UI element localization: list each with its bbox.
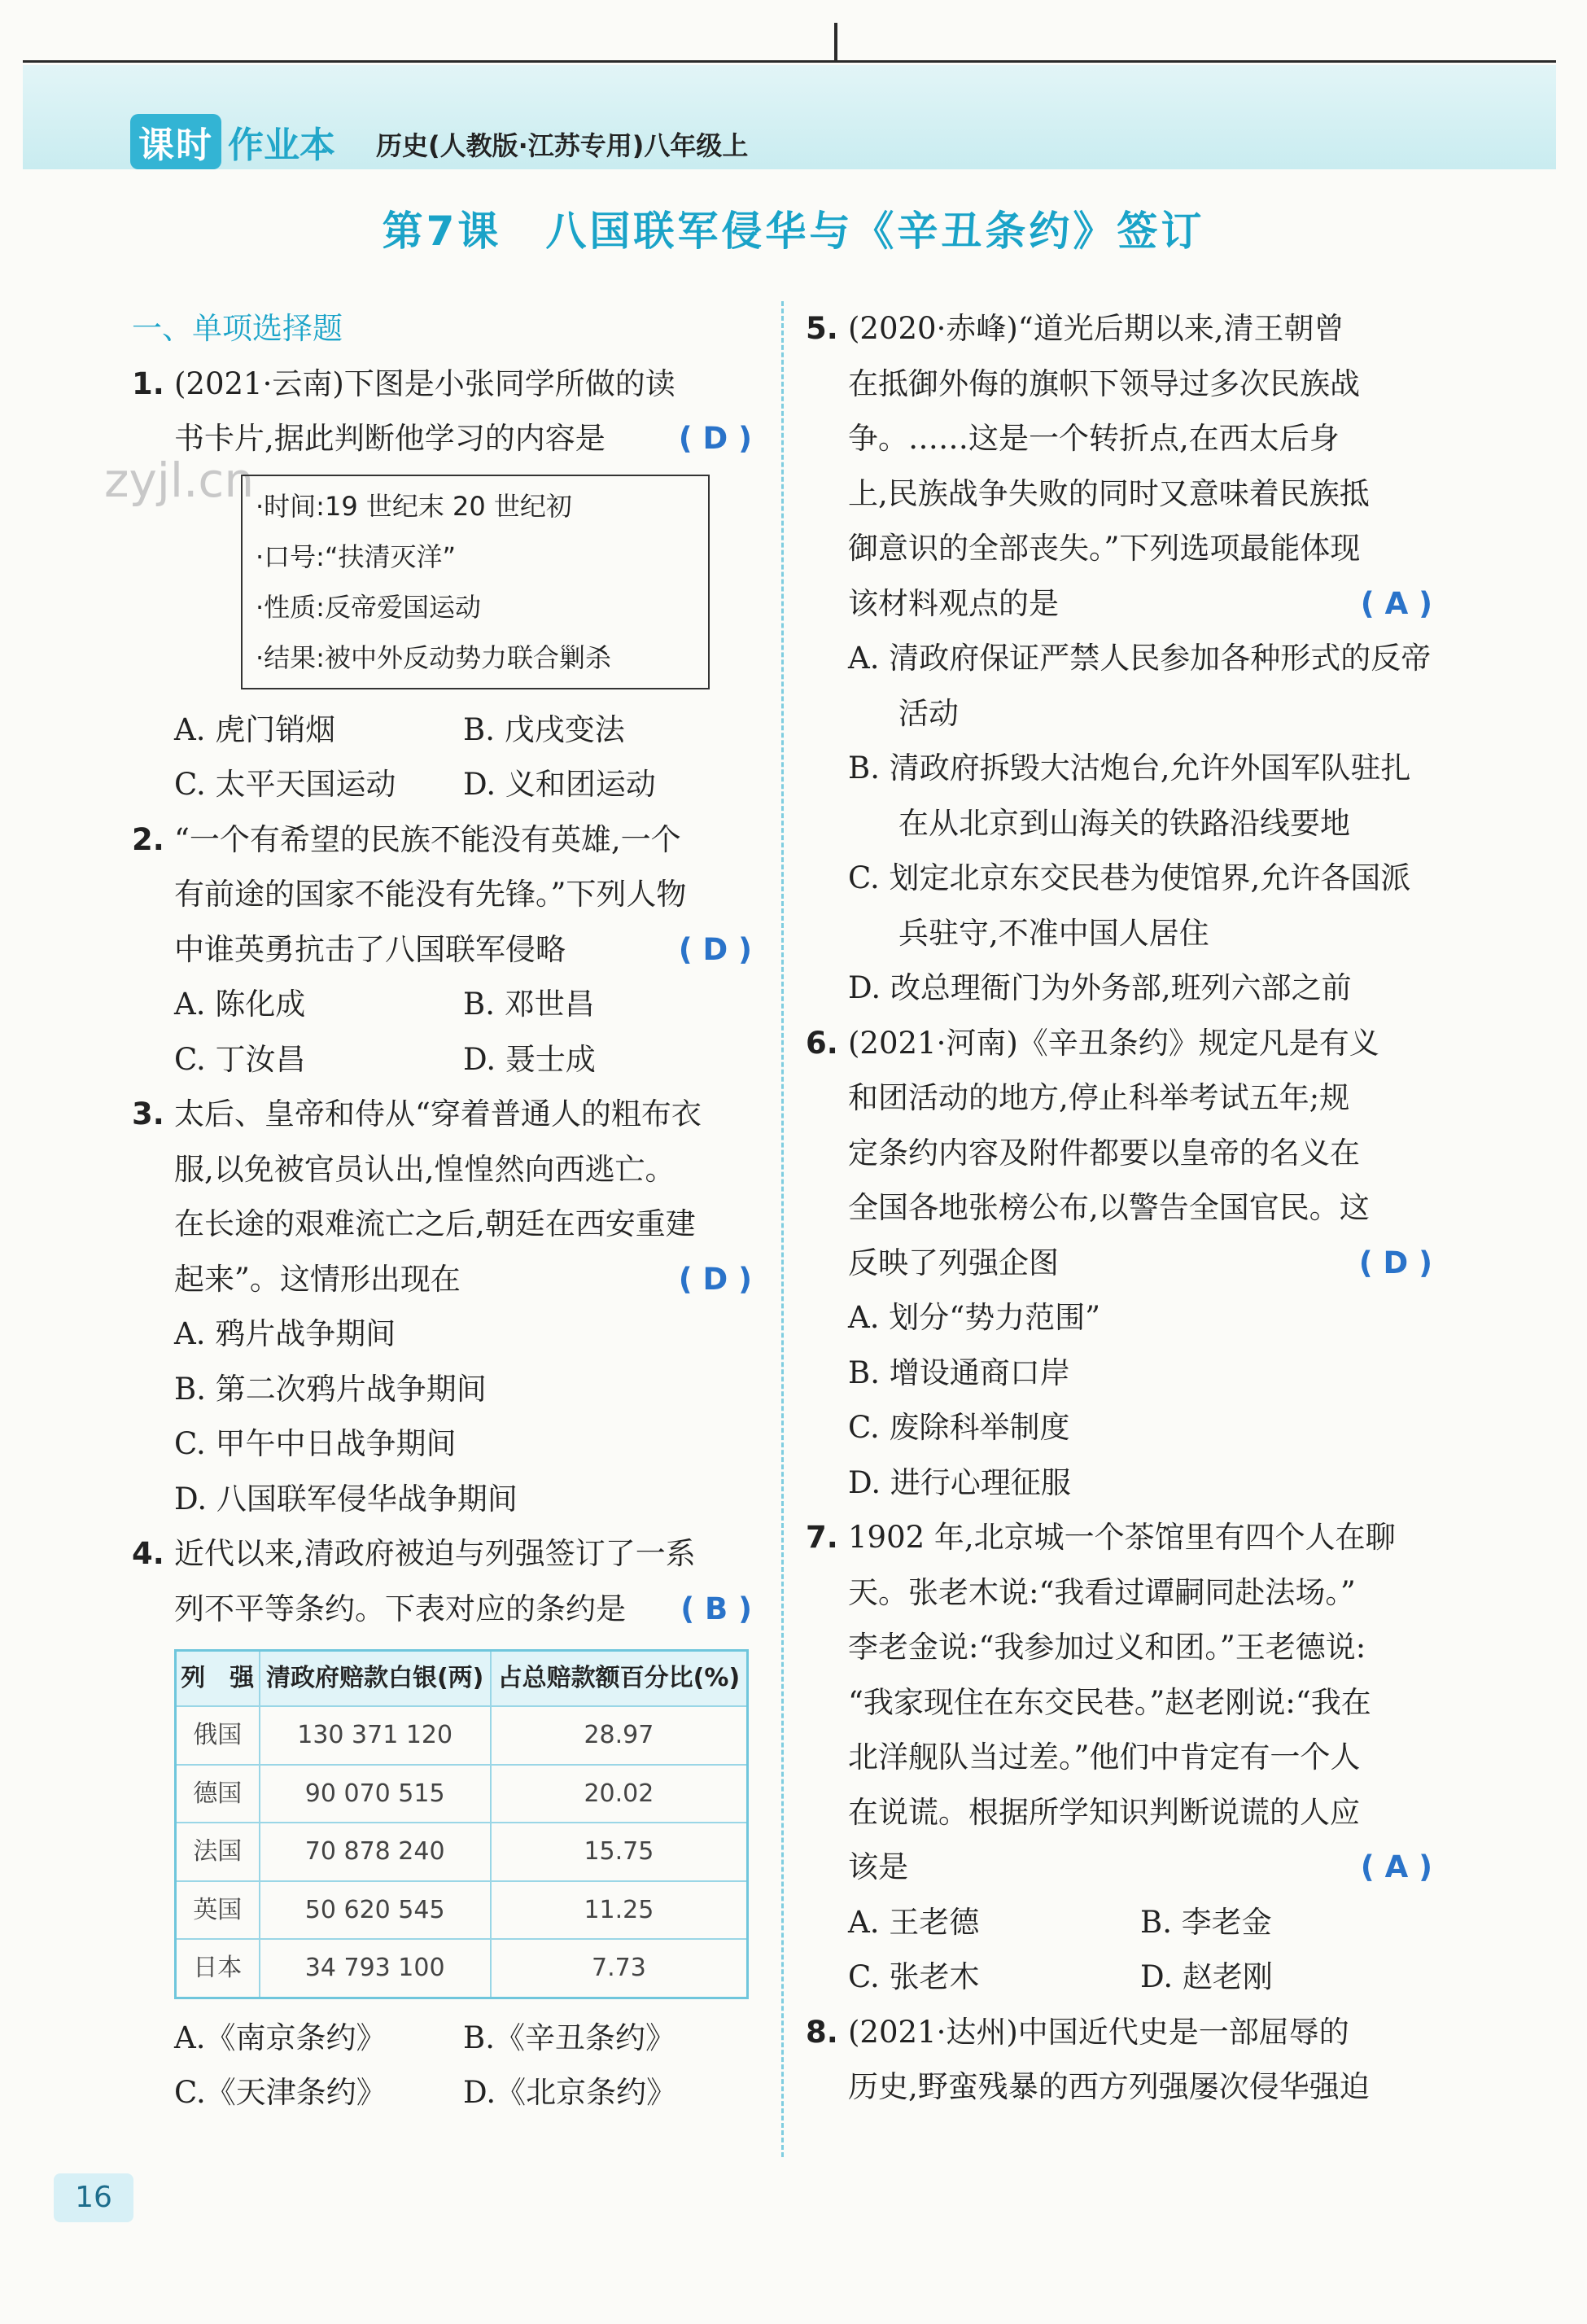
question-line: 全国各地张榜公布,以警告全国官民。这: [848, 1190, 1370, 1225]
option-row: [174, 2065, 752, 2120]
option-c[interactable]: C. 划定北京东交民巷为使馆界,允许各国派兵驻守,不准中国人居住: [848, 860, 1411, 951]
question-number: 6.: [806, 1025, 838, 1061]
table-cell: 11.25: [491, 1881, 748, 1940]
table-cell: 130 371 120: [260, 1706, 491, 1765]
question-line: 有前途的国家不能没有先锋。”下列人物: [174, 877, 687, 912]
table-cell: 7.73: [491, 1939, 748, 1998]
question-line: 服,以免被官员认出,惶惶然向西逃亡。: [174, 1151, 675, 1187]
option-d[interactable]: D. 进行心理征服: [848, 1464, 1071, 1500]
question-answer-line: [174, 1582, 752, 1637]
option-row: [174, 757, 752, 812]
question-line: (2021·云南)下图是小张同学所做的读: [174, 365, 675, 401]
option-row: [174, 977, 752, 1032]
option-c[interactable]: C. 张老木: [848, 1959, 980, 1994]
table-row: [176, 1706, 748, 1765]
question-4: [132, 1526, 752, 2120]
option-c[interactable]: C. 废除科举制度: [848, 1410, 1070, 1445]
question-line: “一个有希望的民族不能没有英雄,一个: [174, 821, 681, 857]
option-b[interactable]: B. 邓世昌: [463, 987, 595, 1022]
watermark: zyjl.cn: [104, 453, 255, 508]
question-line: 定条约内容及附件都要以皇帝的名义在: [848, 1135, 1360, 1171]
option-d[interactable]: D. 赵老刚: [1140, 1959, 1273, 1994]
question-7: [806, 1510, 1432, 2005]
option-c[interactable]: C.《天津条约》: [174, 2075, 387, 2110]
card-line: ·口号:“扶清灭洋”: [256, 541, 457, 572]
question-line: 反映了列强企图: [848, 1245, 1059, 1280]
lesson-title: 第7课 八国联军侵华与《辛丑条约》签订: [382, 208, 1205, 255]
table-cell: 俄国: [176, 1706, 260, 1765]
table-cell: 28.97: [491, 1706, 748, 1765]
question-answer-line: [174, 411, 752, 466]
option-d[interactable]: D. 聂士成: [463, 1041, 596, 1077]
question-answer-line: [174, 922, 752, 978]
question-8: [806, 2005, 1432, 2115]
question-line: 列不平等条约。下表对应的条约是: [174, 1591, 626, 1626]
option-b[interactable]: B. 李老金: [1140, 1904, 1272, 1940]
question-line: 1902 年,北京城一个茶馆里有四个人在聊: [848, 1520, 1396, 1555]
answer-mark: ( D ): [678, 1261, 752, 1297]
option-row: [848, 1950, 1432, 2005]
column-header: 列 强: [176, 1651, 260, 1707]
left-column: [132, 301, 752, 2120]
option-c[interactable]: C. 甲午中日战争期间: [174, 1426, 457, 1461]
table-cell: 50 620 545: [260, 1881, 491, 1940]
indemnity-table: [174, 1649, 749, 1999]
question-answer-line: [848, 1840, 1432, 1895]
table-row: [176, 1823, 748, 1881]
answer-mark: ( A ): [1360, 585, 1432, 621]
page-number: 16: [54, 2173, 133, 2222]
question-number: 1.: [132, 365, 164, 401]
option-row: [174, 702, 752, 758]
option-d[interactable]: D. 改总理衙门为外务部,班列六部之前: [848, 970, 1352, 1005]
option-b[interactable]: B. 清政府拆毁大沽炮台,允许外国军队驻扎在从北京到山海关的铁路沿线要地: [848, 751, 1411, 841]
question-number: 5.: [806, 311, 838, 346]
question-number: 4.: [132, 1536, 164, 1571]
question-number: 7.: [806, 1520, 838, 1555]
column-divider: [781, 301, 784, 2157]
question-line: “我家现住在东交民巷。”赵老刚说:“我在: [848, 1684, 1371, 1720]
question-line: 历史,野蛮残暴的西方列强屡次侵华强迫: [848, 2069, 1370, 2104]
question-number: 3.: [132, 1096, 164, 1131]
option-b[interactable]: B. 第二次鸦片战争期间: [174, 1371, 487, 1407]
table-cell: 20.02: [491, 1765, 748, 1823]
card-line: ·性质:反帝爱国运动: [256, 591, 481, 623]
question-line: 近代以来,清政府被迫与列强签订了一系: [174, 1536, 696, 1571]
logo-text: 作业本: [228, 125, 335, 166]
option-a[interactable]: A. 虎门销烟: [174, 711, 336, 747]
question-line: (2020·赤峰)“道光后期以来,清王朝曾: [848, 311, 1344, 346]
question-line: 太后、皇帝和侍从“穿着普通人的粗布衣: [174, 1096, 702, 1131]
question-line: 书卡片,据此判断他学习的内容是: [174, 421, 606, 456]
option-a[interactable]: A. 陈化成: [174, 987, 306, 1022]
option-a[interactable]: A. 划分“势力范围”: [848, 1300, 1101, 1335]
right-column: [806, 301, 1432, 2115]
question-6: [806, 1016, 1432, 1511]
table-header-row: [176, 1651, 748, 1707]
question-number: 2.: [132, 821, 164, 857]
option-d[interactable]: D. 义和团运动: [463, 767, 656, 802]
reading-card: [241, 475, 710, 689]
section-title: 一、单项选择题: [132, 311, 343, 346]
question-line: 天。张老木说:“我看过谭嗣同赴法场。”: [848, 1574, 1356, 1610]
question-line: 在说谎。根据所学知识判断说谎的人应: [848, 1794, 1360, 1830]
question-answer-line: [848, 1236, 1432, 1291]
question-line: 和团活动的地方,停止科举考试五年;规: [848, 1080, 1350, 1115]
question-line: 争。……这是一个转折点,在西太后身: [848, 421, 1340, 456]
question-line: 李老金说:“我参加过义和团。”王老德说:: [848, 1630, 1366, 1665]
table-cell: 德国: [176, 1765, 260, 1823]
question-line: (2021·达州)中国近代史是一部屈辱的: [848, 2014, 1349, 2050]
question-line: 在抵御外侮的旗帜下领导过多次民族战: [848, 365, 1360, 401]
option-b[interactable]: B.《辛丑条约》: [463, 2020, 675, 2055]
answer-mark: ( A ): [1360, 1849, 1432, 1884]
question-number: 8.: [806, 2014, 838, 2050]
answer-mark: ( D ): [678, 931, 752, 967]
option-c[interactable]: C. 太平天国运动: [174, 767, 396, 802]
column-header: 清政府赔款白银(两): [260, 1651, 491, 1707]
question-answer-line: [174, 1252, 752, 1307]
table-cell: 34 793 100: [260, 1939, 491, 1998]
option-d[interactable]: D.《北京条约》: [463, 2075, 677, 2110]
option-a[interactable]: A. 鸦片战争期间: [174, 1316, 396, 1351]
table-cell: 90 070 515: [260, 1765, 491, 1823]
question-line: 该材料观点的是: [848, 585, 1059, 621]
top-rule: [23, 60, 1556, 63]
table-row: [176, 1939, 748, 1998]
option-d[interactable]: D. 八国联军侵华战争期间: [174, 1481, 518, 1517]
table-cell: 英国: [176, 1881, 260, 1940]
option-b[interactable]: B. 戊戌变法: [463, 711, 625, 747]
option-c[interactable]: C. 丁汝昌: [174, 1041, 306, 1077]
option-a[interactable]: A.《南京条约》: [174, 2020, 387, 2055]
question-line: 北洋舰队当过差。”他们中肯定有一个人: [848, 1740, 1361, 1775]
question-2: [132, 812, 752, 1088]
table-row: [176, 1881, 748, 1940]
option-row: [174, 2011, 752, 2066]
question-1: [132, 357, 752, 812]
question-line: (2021·河南)《辛丑条约》规定凡是有义: [848, 1025, 1379, 1061]
table-cell: 日本: [176, 1939, 260, 1998]
table-row: [176, 1765, 748, 1823]
option-row: [848, 1895, 1432, 1950]
table-cell: 15.75: [491, 1823, 748, 1881]
answer-mark: ( B ): [680, 1591, 752, 1626]
card-line: ·时间:19 世纪末 20 世纪初: [256, 490, 572, 522]
question-5: [806, 301, 1432, 1016]
book-logo: [130, 114, 335, 169]
column-header: 占总赔款额百分比(%): [491, 1651, 748, 1707]
question-line: 在长途的艰难流亡之后,朝廷在西安重建: [174, 1206, 696, 1241]
question-3: [132, 1087, 752, 1526]
option-row: [174, 1032, 752, 1088]
option-a[interactable]: A. 清政府保证严禁人民参加各种形式的反帝活动: [848, 641, 1432, 731]
table-cell: 70 878 240: [260, 1823, 491, 1881]
table-cell: 法国: [176, 1823, 260, 1881]
question-line: 起来”。这情形出现在: [174, 1261, 461, 1297]
question-line: 该是: [848, 1849, 908, 1884]
answer-mark: ( D ): [678, 421, 752, 456]
book-info: 历史(人教版·江苏专用)八年级上: [376, 130, 749, 161]
question-answer-line: [848, 576, 1432, 632]
question-line: 中谁英勇抗击了八国联军侵略: [174, 931, 566, 967]
logo-box: 课时: [130, 114, 221, 169]
card-line: ·结果:被中外反动势力联合剿杀: [256, 641, 611, 673]
answer-mark: ( D ): [1358, 1245, 1432, 1280]
option-b[interactable]: B. 增设通商口岸: [848, 1355, 1070, 1390]
question-line: 上,民族战争失败的同时又意味着民族抵: [848, 475, 1370, 511]
top-crop-mark: [834, 23, 837, 62]
option-a[interactable]: A. 王老德: [848, 1904, 980, 1940]
question-line: 御意识的全部丧失。”下列选项最能体现: [848, 531, 1361, 566]
